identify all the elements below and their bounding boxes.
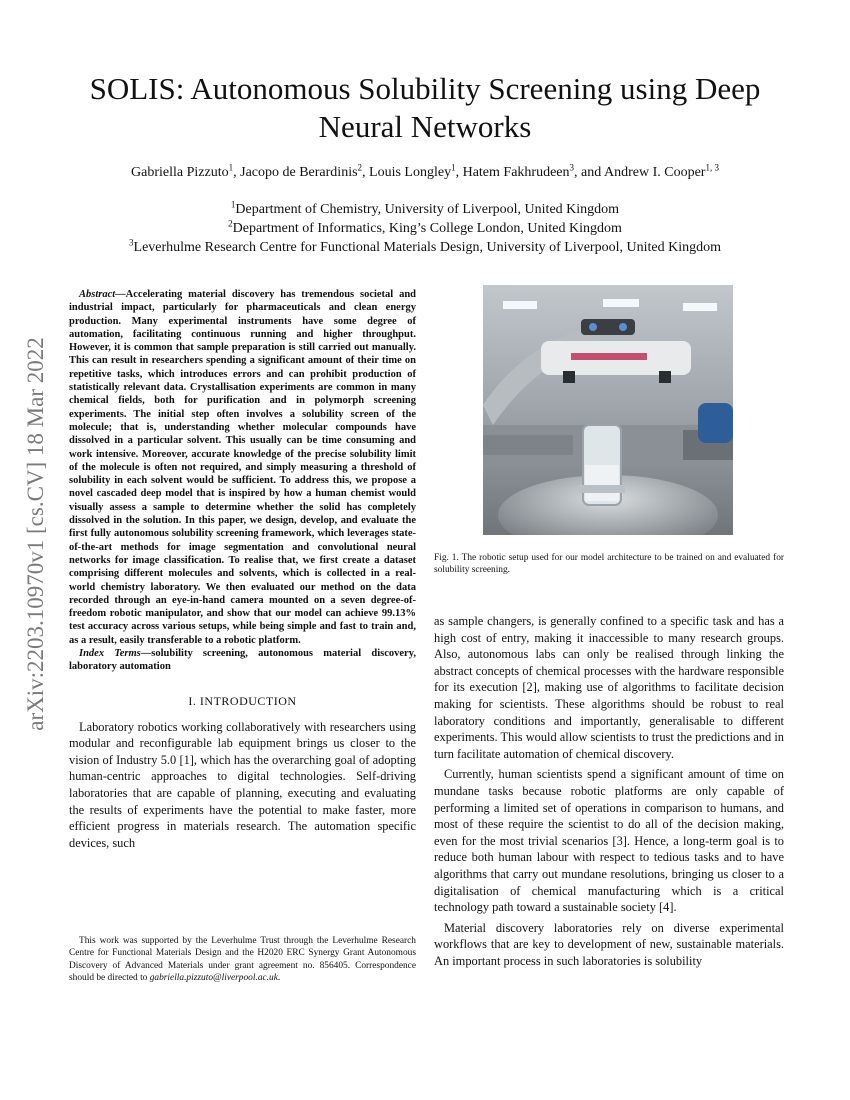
figure-caption: Fig. 1. The robotic setup used for our model architecture to be trained on and evaluated for solubility screening. bbox=[434, 553, 784, 576]
arxiv-identifier[interactable]: arXiv:2203.10970v1 [cs.CV] 18 Mar 2022 bbox=[23, 337, 48, 731]
section-heading: I. INTRODUCTION bbox=[188, 693, 297, 708]
author: Jacopo de Berardinis$^2$, bbox=[240, 162, 370, 180]
affiliation: $^2$Department of Informatics, King’s College London, United Kingdom bbox=[228, 218, 622, 236]
correspondence-email[interactable]: gabriella.pizzuto@liverpool.ac.uk bbox=[149, 973, 278, 984]
photo-illustration bbox=[483, 285, 733, 535]
body-paragraph: Material discovery laboratories rely on diverse experimental workflows that are key to development of new, sustainable materials. An important process in such laboratories is solubility bbox=[434, 920, 784, 968]
affiliation: $^3$Leverhulme Research Centre for Functional Materials Design, University of Liverpool, United Kingdom bbox=[129, 237, 721, 255]
author: Louis Longley$^1$, bbox=[369, 162, 463, 180]
left-column bbox=[69, 288, 416, 851]
index-terms: Index Terms—solubility screening, autonomous material discovery, laboratory automation bbox=[69, 648, 416, 673]
affiliation-list bbox=[40, 200, 810, 257]
intro-paragraph: Laboratory robotics working collaboratively with researchers using modular and reconfigurable lab equipment brings us closer to the vision of Industry 5.0 [1], which has the overarching goal of adopting human-centric approaches to digital technologies. Self-driving laboratories that are capable of planning, executing and evaluating the results of experiments have the potential to make faster, more efficient progress in materials research. The automation specific devices, such bbox=[69, 719, 416, 850]
arxiv-stamp bbox=[24, 288, 48, 780]
abstract: Abstract—Accelerating material discovery has tremendous societal and industrial impact, particularly for pharmaceuticals and clean energy production. Many experimental instruments have some degree of automation, facilitating continuous running and higher throughput. However, it is common that sample preparation is still carried out manually. This can result in researchers spending a significant amount of their time on repetitive tasks, which introduces errors and can prohibit production of statistically relevant data. Crystallisation experiments are common in many chemical fields, both for purification and in polymorph screening experiments. The initial step often involves a solubility screen of the molecule; that is, understanding whether molecular compounds have dissolved in a particular solvent. This usually can be time consuming and work intensive. Moreover, accurate knowledge of the precise solubility limit of the molecule is often not required, and simply measuring a threshold of solubility in each solvent would be sufficient. To address this, we propose a novel cascaded deep model that is inspired by how a human chemist would visually assess a sample to determine whether the solid has completely dissolved in the solution. In this paper, we design, develop, and evaluate the first fully autonomous solubility screening framework, which leverages state-of-the-art methods for image segmentation and convolutional neural networks for image classification. To realise that, we first create a dataset comprising different molecules and solvents, which is collected in a real-world chemistry laboratory. We then evaluated our method on the data recorded through an eye-in-hand camera mounted on a seven degree-of-freedom robotic manipulator, and show that our model can achieve 99.13% test accuracy across various setups, while being simple and fast to train and, as a result, easily transferable to a robotic platform. bbox=[69, 289, 416, 646]
author: Gabriella Pizzuto$^1$, bbox=[131, 162, 241, 180]
funding-footnote: This work was supported by the Leverhulme Trust through the Leverhulme Research Centre for Functional Materials Design and the H2020 ERC Synergy Grant Autonomous Discovery of Advanced Materials under grant agreement no. 856405. Correspondence should be directed to gabriella.pizzuto@liverpool.ac.uk. bbox=[69, 936, 416, 984]
robot-setup-photo bbox=[483, 285, 733, 535]
body-paragraph: as sample changers, is generally confined to a specific task and has a high cost of entry, making it inaccessible to many research groups. Also, autonomous labs can only be realised through linking the abstract concepts of chemical processes with the hardware responsible for its execution [2], making use of algorithms to facilitate decision making for scientists. These algorithms should be robust to real laboratory conditions and importantly, generalisable to different experiments. This would allow scientists to trust the predictions and in turn facilitate automation of chemical discovery. bbox=[434, 614, 784, 761]
author: Andrew I. Cooper$^{1, 3}$ bbox=[603, 162, 719, 180]
affiliation: $^1$Department of Chemistry, University of Liverpool, United Kingdom bbox=[230, 199, 620, 217]
author-list bbox=[40, 162, 810, 181]
paper-title: SOLIS: Autonomous Solubility Screening using Deep Neural Networks bbox=[89, 71, 761, 144]
body-paragraph: Currently, human scientists spend a significant amount of time on mundane tasks because robotic platforms are only capable of performing a limited set of operations in comparison to humans, and most of these require the scientist to do all of the decision making, even for the most trivial scenarios [3]. Hence, a long-term goal is to reduce both human labour with respect to tedious tasks and to have algorithms that carry out mundane resolutions, bringing us closer to a digitalisation of chemical manufacturing which is a critical technology path toward a sustainable society [4]. bbox=[434, 767, 784, 915]
author: Hatem Fakhrudeen$^3$, and bbox=[462, 162, 604, 180]
right-column bbox=[434, 613, 784, 973]
